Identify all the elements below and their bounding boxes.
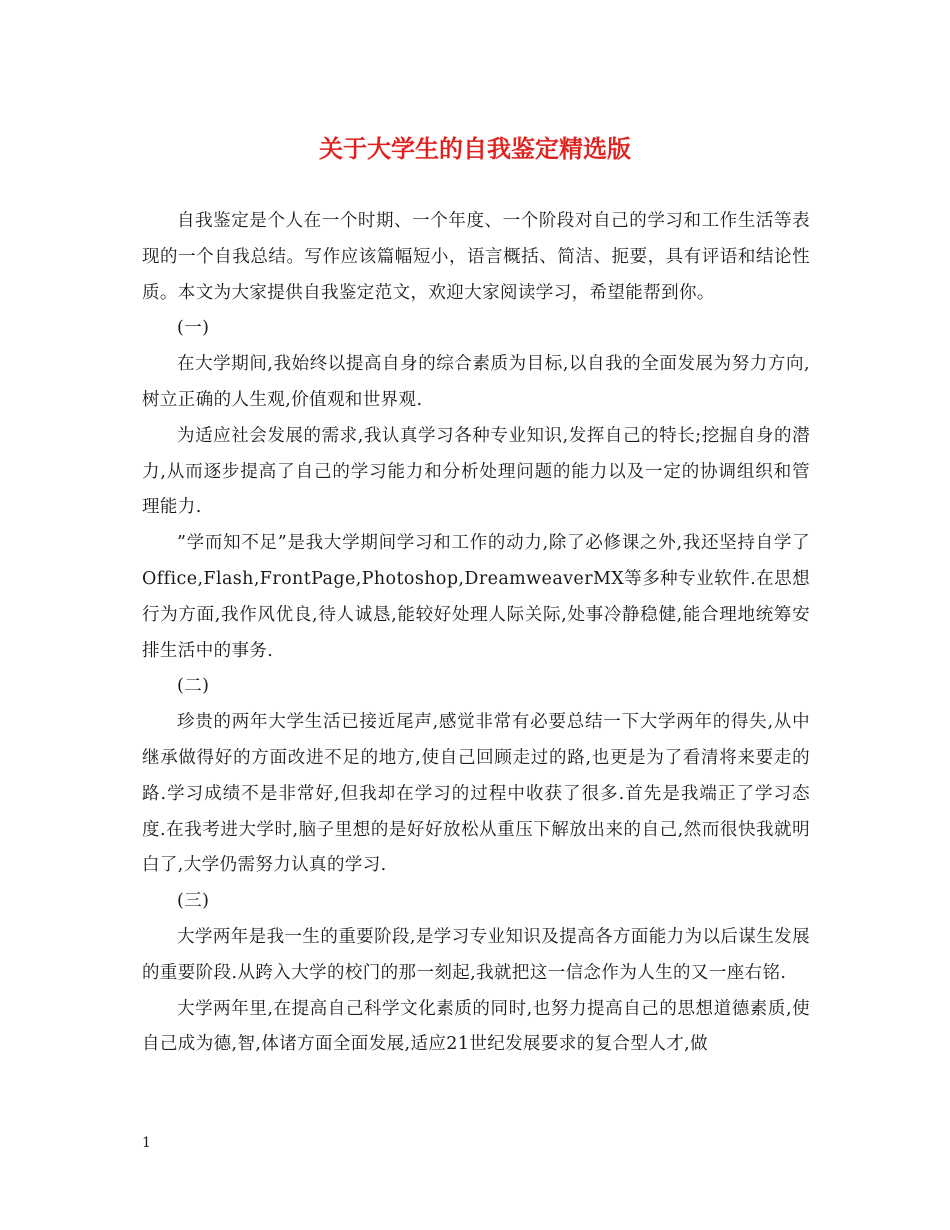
paragraph-intro: 自我鉴定是个人在一个时期、一个年度、一个阶段对自己的学习和工作生活等表现的一个自我总结。写作应该篇幅短小，语言概括、简洁、扼要，具有评语和结论性质。本文为大家提供自我鉴定范文，欢迎大家阅读学习，希望能帮到你。: [142, 211, 810, 303]
paragraph: 大学两年里,在提高自己科学文化素质的同时,也努力提高自己的思想道德素质,使自己成为德,智,体诸方面全面发展,适应21世纪发展要求的复合型人才,做: [142, 998, 810, 1055]
section-heading-3: (三): [177, 891, 210, 912]
section-heading-2: (二): [177, 676, 210, 697]
paragraph: 为适应社会发展的需求,我认真学习各种专业知识,发挥自己的特长;挖掘自身的潜力,从而逐步提高了自己的学习能力和分析处理问题的能力以及一定的协调组织和管理能力.: [142, 425, 810, 518]
paragraph: 珍贵的两年大学生活已接近尾声,感觉非常有必要总结一下大学两年的得失,从中继承做得好的方面改进不足的地方,使自己回顾走过的路,也更是为了看清将来要走的路.学习成绩不是非常好,但我却在学习的过程中收获了很多.首先是我端正了学习态度.在我考进大学时,脑子里想的是好好放松从重压下解放出来的自己,然而很快我就明白了,大学仍需努力认真的学习.: [142, 712, 810, 876]
page-number: 1: [142, 1135, 151, 1151]
paragraph: ”学而知不足”是我大学期间学习和工作的动力,除了必修课之外,我还坚持自学了Office,Flash,FrontPage,Photoshop,DreamweaverMX等多种专业软件.在思想行为方面,我作风优良,待人诚恳,能较好处理人际关际,处事冷静稳健,能合理地统筹安排生活中的事务.: [142, 533, 810, 661]
paragraph: 在大学期间,我始终以提高自身的综合素质为目标,以自我的全面发展为努力方向,树立正确的人生观,价值观和世界观.: [142, 354, 810, 410]
document-title: 关于大学生的自我鉴定精选版: [319, 135, 631, 163]
section-heading-1: (一): [177, 318, 210, 339]
paragraph: 大学两年是我一生的重要阶段,是学习专业知识及提高各方面能力为以后谋生发展的重要阶段.从跨入大学的校门的那一刻起,我就把这一信念作为人生的又一座右铭.: [142, 926, 810, 983]
document-body: [142, 204, 810, 1063]
